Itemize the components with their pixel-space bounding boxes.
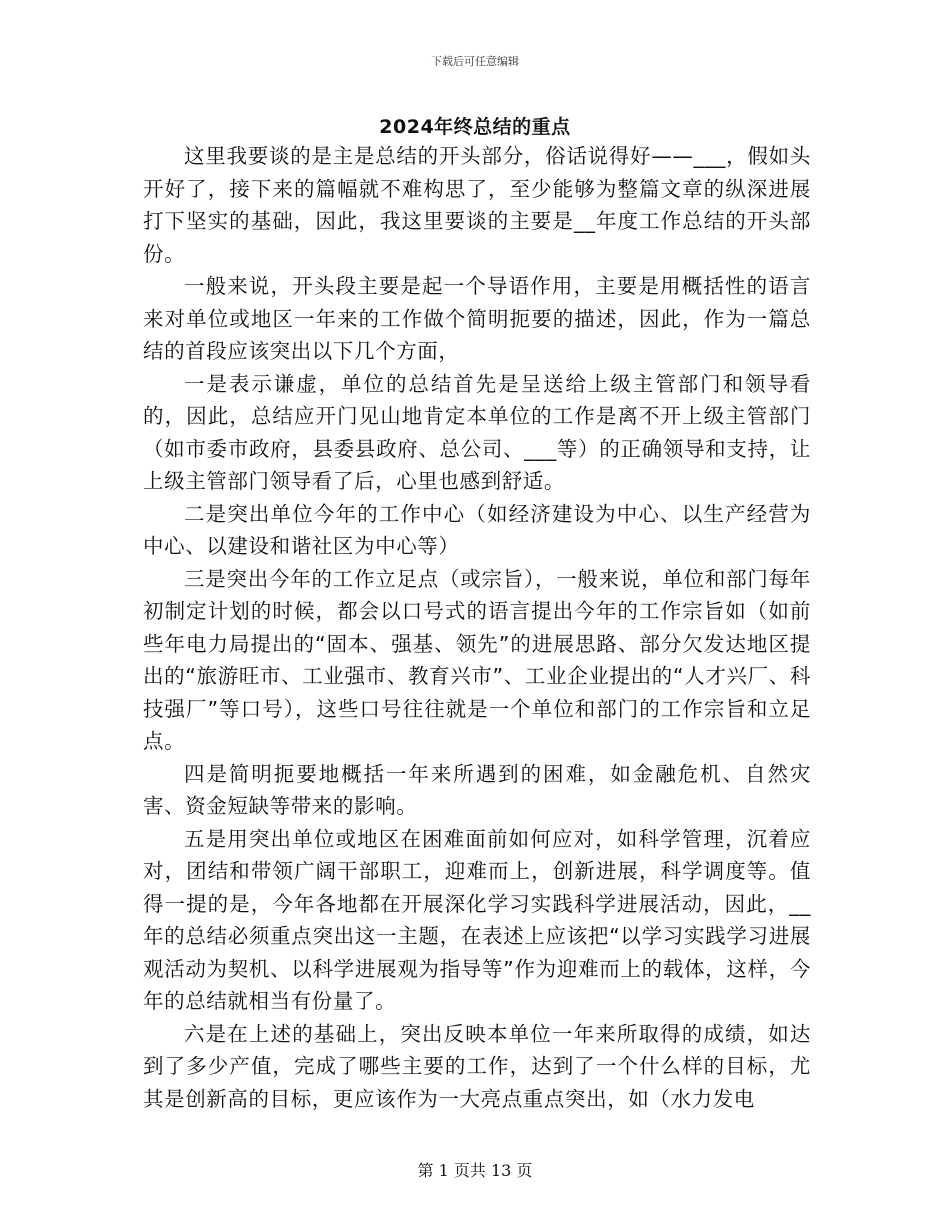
paragraph-8: 六是在上述的基础上，突出反映本单位一年来所取得的成绩，如达到了多少产值，完成了哪些主要的工作，达到了一个什么样的目标，尤其是创新高的目标，更应该作为一大亮点重点突出，如（水力发电: [143, 1021, 811, 1111]
paragraph-2: 一般来说，开头段主要是起一个导语作用，主要是用概括性的语言来对单位或地区一年来的工作做个简明扼要的描述，因此，作为一篇总结的首段应该突出以下几个方面，: [143, 274, 811, 363]
paragraph-1: 这里我要谈的是主是总结的开头部分，俗话说得好——___，假如头开好了，接下来的篇幅就不难构思了，至少能够为整篇文章的纵深进展打下坚实的基础，因此，我这里要谈的主要是__年度工作总结的开头部份。: [143, 144, 811, 266]
document-body: [143, 140, 811, 1115]
page-number: 第 1 页共 13 页: [417, 1161, 533, 1180]
paragraph-3: 一是表示谦虚，单位的总结首先是呈送给上级主管部门和领导看的，因此，总结应开门见山地肯定本单位的工作是离不开上级主管部门（如市委市政府，县委县政府、总公司、___等）的正确领导和支持，让上级主管部门领导看了后，心里也感到舒适。: [143, 371, 811, 493]
paragraph-4: 二是突出单位今年的工作中心（如经济建设为中心、以生产经营为中心、以建设和谐社区为中心等）: [143, 501, 811, 558]
paragraph-6: 四是简明扼要地概括一年来所遇到的困难，如金融危机、自然灾害、资金短缺等带来的影响。: [143, 761, 811, 818]
header-note: 下载后可任意编辑: [431, 55, 519, 68]
paragraph-5: 三是突出今年的工作立足点（或宗旨），一般来说，单位和部门每年初制定计划的时候，都会以口号式的语言提出今年的工作宗旨如（如前些年电力局提出的“固本、强基、领先”的进展思路、部分欠发达地区提出的“旅游旺市、工业强市、教育兴市”、工业企业提出的“人才兴厂、科技强厂”等口号），这些口号往往就是一个单位和部门的工作宗旨和立足点。: [143, 566, 811, 753]
document-title: 2024年终总结的重点: [379, 116, 571, 138]
paragraph-7: 五是用突出单位或地区在困难面前如何应对，如科学管理，沉着应对，团结和带领广阔干部职工，迎难而上，创新进展，科学调度等。值得一提的是，今年各地都在开展深化学习实践科学进展活动，因此，__年的总结必须重点突出这一主题，在表述上应该把“以学习实践学习进展观活动为契机、以科学进展观为指导等”作为迎难而上的载体，这样，今年的总结就相当有份量了。: [143, 826, 811, 1013]
